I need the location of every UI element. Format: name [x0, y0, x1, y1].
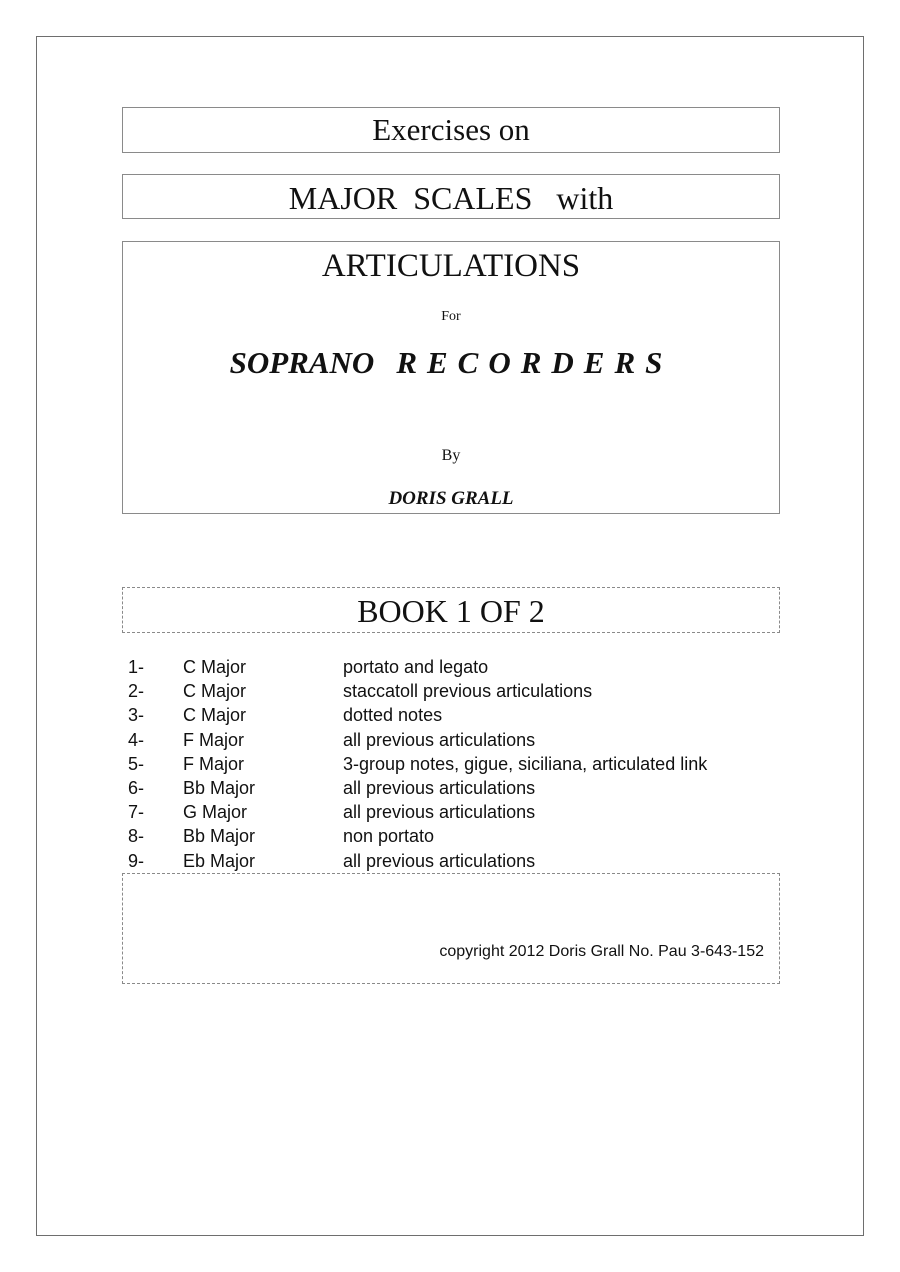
list-item — [128, 679, 808, 703]
item-key: G Major — [183, 802, 248, 823]
list-item — [128, 849, 808, 873]
title-box-main — [122, 241, 780, 514]
list-item — [128, 728, 808, 752]
item-description: non portato — [343, 826, 435, 847]
contents-list — [128, 655, 808, 873]
item-description: 3-group notes, gigue, siciliana, articulated link — [343, 753, 708, 774]
list-item — [128, 703, 808, 727]
instrument-word-recorders: RECORDERS — [396, 345, 673, 380]
item-key: C Major — [183, 657, 247, 677]
list-item — [128, 752, 808, 776]
list-item — [128, 655, 808, 679]
book-title: BOOK 1 OF 2 — [357, 593, 545, 629]
list-item — [128, 776, 808, 800]
author-name: DORIS GRALL — [388, 488, 514, 509]
book-title-box — [122, 587, 780, 633]
item-key: Bb Major — [183, 826, 256, 847]
item-description: staccatoll previous articulations — [343, 681, 593, 702]
instrument-title — [123, 345, 779, 381]
title-line-major-scales: MAJOR SCALES with — [288, 180, 614, 216]
item-number: 2- — [128, 681, 145, 702]
copyright-box — [122, 873, 780, 984]
item-description: all previous articulations — [343, 729, 536, 750]
item-key: Bb Major — [183, 777, 256, 798]
title-line-exercises: Exercises on — [372, 112, 530, 147]
item-key: F Major — [183, 753, 245, 774]
title-box-exercises — [122, 107, 780, 153]
item-key: F Major — [183, 729, 245, 750]
instrument-word-soprano: SOPRANO — [229, 345, 375, 380]
by-label: By — [441, 447, 461, 464]
item-number: 8- — [128, 826, 145, 847]
for-label: For — [441, 309, 461, 324]
item-number: 9- — [128, 850, 145, 871]
item-number: 1- — [128, 657, 145, 677]
item-description: portato and legato — [343, 657, 489, 677]
item-description: all previous articulations — [343, 850, 536, 871]
item-number: 4- — [128, 729, 145, 750]
copyright-notice: copyright 2012 Doris Grall No. Pau 3-643-152 — [439, 943, 764, 960]
item-number: 5- — [128, 753, 145, 774]
item-key: C Major — [183, 681, 247, 702]
item-number: 6- — [128, 777, 145, 798]
title-box-major-scales — [122, 174, 780, 219]
item-description: dotted notes — [343, 705, 443, 726]
title-line-articulations: ARTICULATIONS — [321, 248, 581, 284]
item-description: all previous articulations — [343, 777, 536, 798]
list-item — [128, 800, 808, 824]
list-item — [128, 824, 808, 848]
item-description: all previous articulations — [343, 802, 536, 823]
item-key: Eb Major — [183, 850, 256, 871]
item-key: C Major — [183, 705, 247, 726]
item-number: 3- — [128, 705, 145, 726]
item-number: 7- — [128, 802, 145, 823]
